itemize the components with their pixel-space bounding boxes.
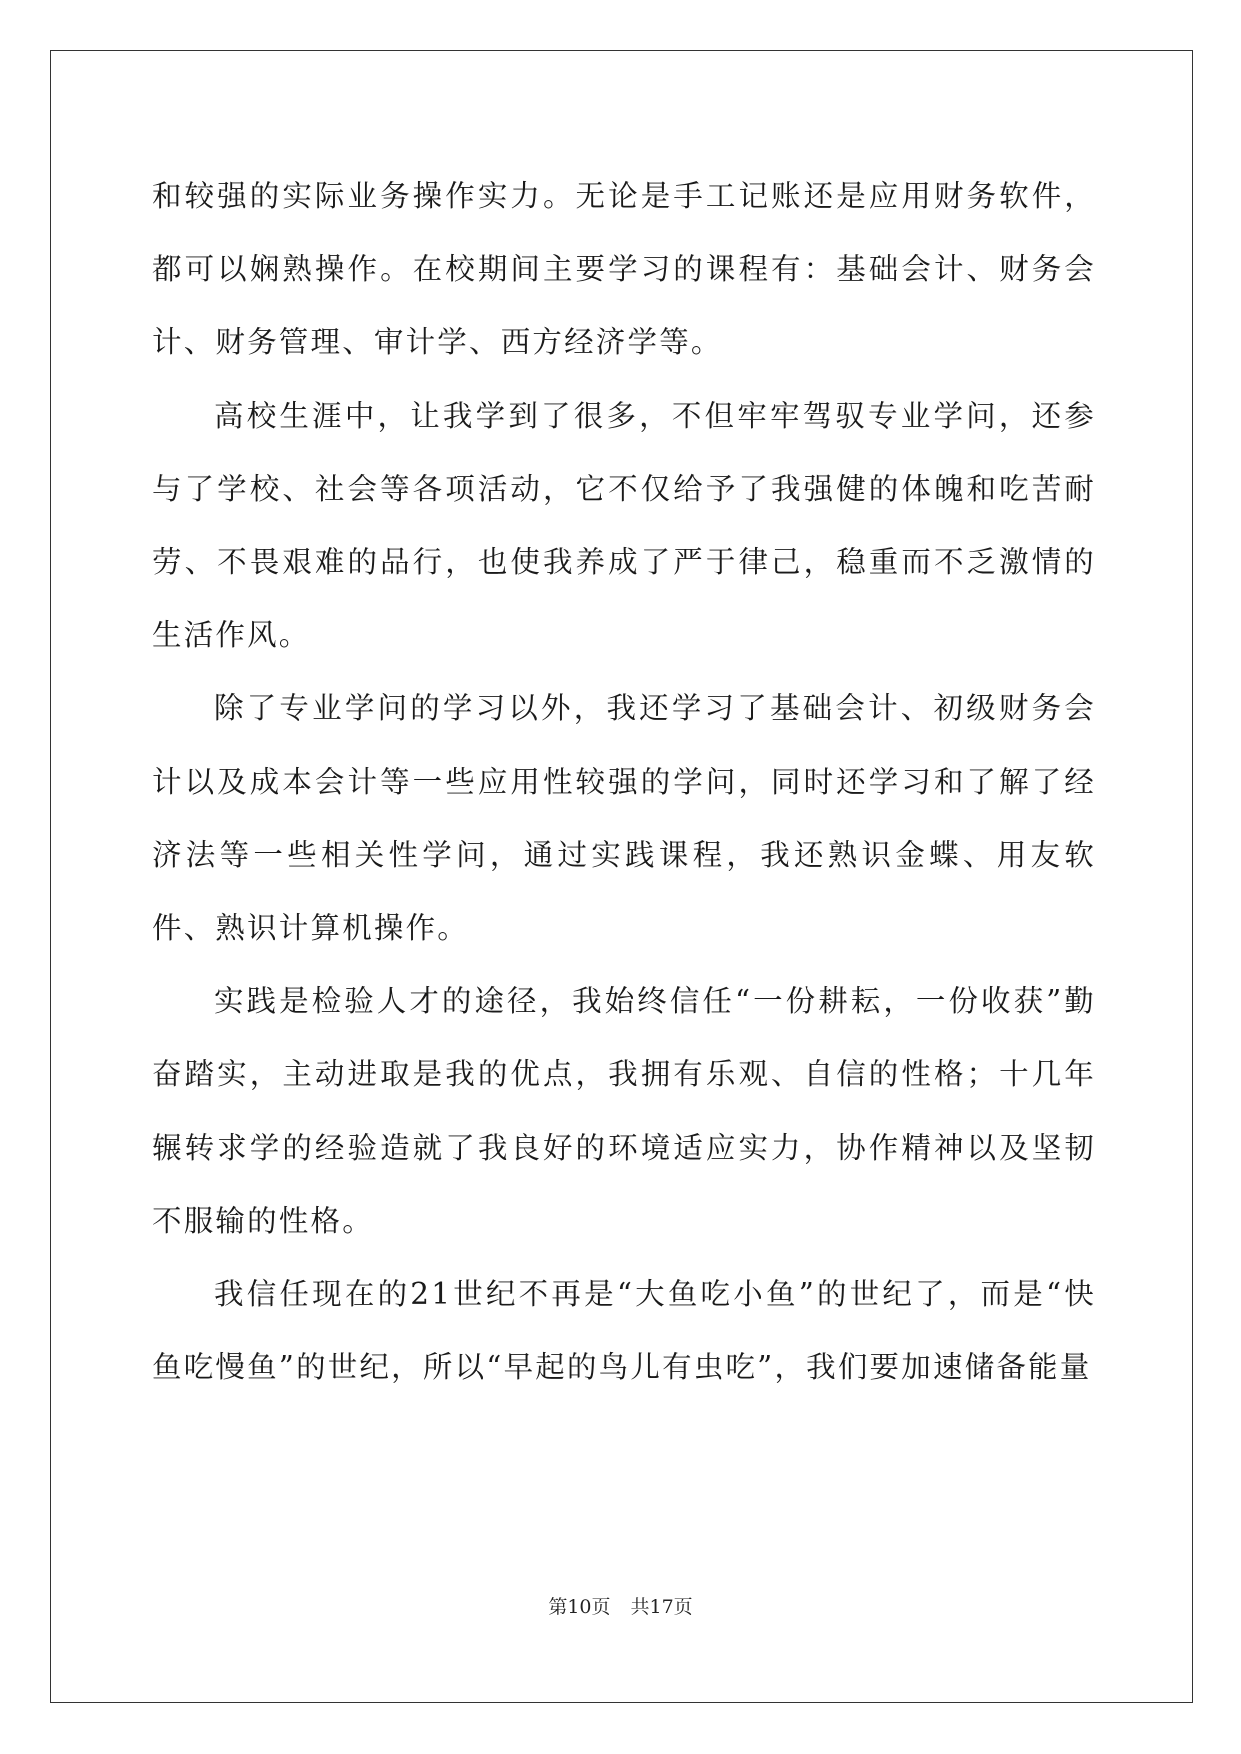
document-body — [152, 160, 1096, 1404]
paragraph: 除了专业学问的学习以外，我还学习了基础会计、初级财务会计以及成本会计等一些应用性较强的学问，同时还学习和了解了经济法等一些相关性学问，通过实践课程，我还熟识金蝶、用友软件、熟识计算机操作。 — [152, 691, 1096, 946]
paragraph: 和较强的实际业务操作实力。无论是手工记账还是应用财务软件，都可以娴熟操作。在校期间主要学习的课程有：基础会计、财务会计、财务管理、审计学、西方经济学等。 — [152, 179, 1096, 360]
paragraph: 实践是检验人才的途径，我始终信任“一份耕耘，一份收获”勤奋踏实，主动进取是我的优点，我拥有乐观、自信的性格；十几年辗转求学的经验造就了我良好的环境适应实力，协作精神以及坚韧不服输的性格。 — [152, 984, 1096, 1238]
page-footer — [0, 1592, 1241, 1619]
page-number: 第10页 — [548, 1596, 611, 1618]
page-total: 共17页 — [630, 1596, 693, 1618]
paragraph: 我信任现在的21世纪不再是“大鱼吃小鱼”的世纪了，而是“快鱼吃慢鱼”的世纪，所以“早起的鸟儿有虫吃”，我们要加速储备能量 — [152, 1277, 1096, 1385]
paragraph: 高校生涯中，让我学到了很多，不但牢牢驾驭专业学问，还参与了学校、社会等各项活动，它不仅给予了我强健的体魄和吃苦耐劳、不畏艰难的品行，也使我养成了严于律己，稳重而不乏激情的生活作风。 — [152, 398, 1096, 653]
